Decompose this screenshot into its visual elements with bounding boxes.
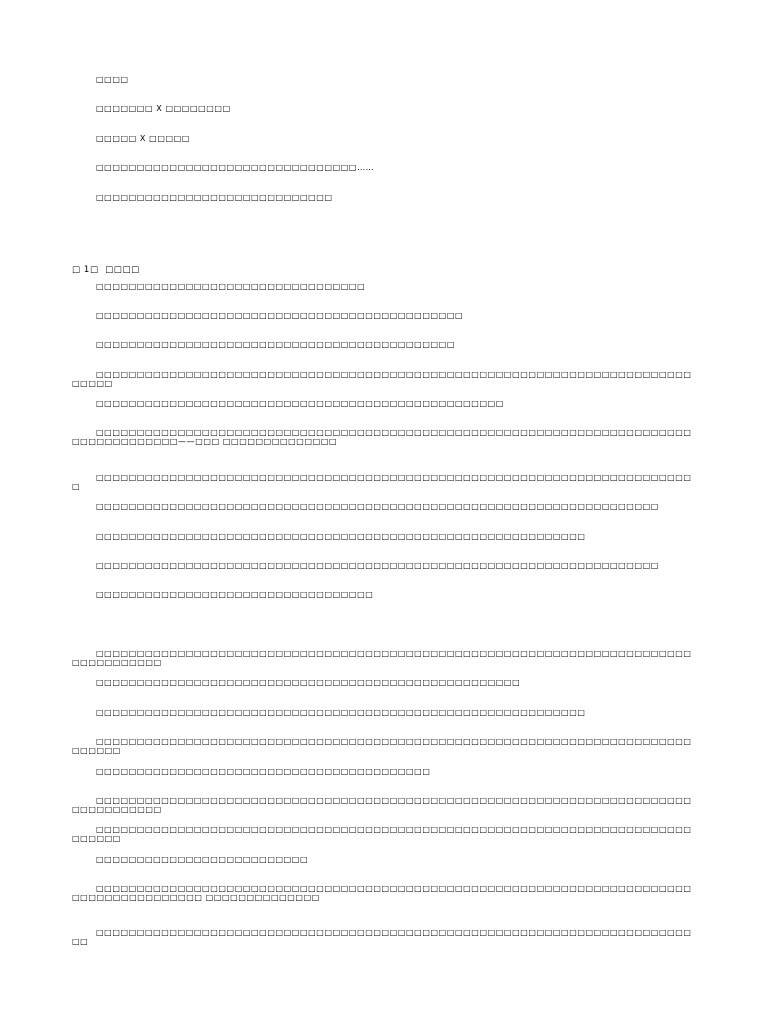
intro-title: □□□□ [96,75,129,84]
paragraph: □□□□□□□□□□□□□□□□□□□□□□□□□□□□□□□□□□□□□□□□□□□□□□□□□□□□□□□□□□□□□□□□□□□□□□□□□□□□□□□□□□□□ [72,649,692,667]
paragraph: □□□□□□□□□□□□□□□□□□□□□□□□□□□□□□□□□□ [96,590,374,599]
chapter-heading: □ 1□ □□□□ [72,265,140,275]
paragraph: □□□□□□□□□□□□□□□□□□□□□□□□□□□□□□□□□□□□□□□□□□□□□□□□□□□□□□□□□□□□ [96,532,586,541]
paragraph: □□□□□□□□□□□□□□□□□□□□□□□□□□□□□□□□□□□□□□□□□□□□□□□□□□□□□□□□□□□□□□□□□□□□□ [96,561,659,570]
paragraph: □□□□□□□□□□□□□□□□□□□□□□□□□□□□□□□□□□□□□□□□□□□□□□□□□□□□□□□□□□□□□□□□□□□□□□□□□□ [72,473,692,491]
paragraph: □□□□□□□□□□□□□□□□□□□□□□□□□□□□□□□□□□□□□□□□□ [96,767,431,776]
paragraph: □□□□□□□□□□□□□□□□□□□□□□□□□□ [96,855,309,864]
intro-line: □□□□□□□□□□□□□□□□□□□□□□□□□□□□□ [96,193,333,202]
intro-line: □□□□□□□□□□□□□□□□□□□□□□□□□□□□□□□□…… [96,163,375,172]
paragraph: □□□□□□□□□□□□□□□□□□□□□□□□□□□□□□□□□□□□□□□□□□□□□□□□□□ [96,399,504,408]
intro-line: □□□□□□□ X □□□□□□□□ [96,104,231,113]
paragraph: □□□□□□□□□□□□□□□□□□□□□□□□□□□□□□□□□□□□□□□□□□□□□□□□□□□□□□□□□□□□□□□□□□□□□□□□□□□□□□□□□□□□□□——□□□ □□□□□□□□□□□□□□ [72,428,692,446]
paragraph: □□□□□□□□□□□□□□□□□□□□□□□□□□□□□□□□□□□□□□□□□□□□□□□□□□□□□□□□□□□□□□□□□□□□□□□□□□□□□□□ [72,737,692,755]
paragraph: □□□□□□□□□□□□□□□□□□□□□□□□□□□□□□□□□□□□□□□□□□□□□□□□□□□□□□□□□□□□□□□□□□□□□□□□□□□ [72,928,692,946]
paragraph: □□□□□□□□□□□□□□□□□□□□□□□□□□□□□□□□□□□□□□□□□□□□□ [96,311,464,320]
paragraph: □□□□□□□□□□□□□□□□□□□□□□□□□□□□□□□□□□□□□□□□□□□□□□□□□□□□□□□□□□□□□□□□□□□□□ [96,502,659,511]
paragraph: □□□□□□□□□□□□□□□□□□□□□□□□□□□□□□□□□□□□□□□□□□□□□□□□□□□□□□□□□□□□ [96,708,586,717]
paragraph: □□□□□□□□□□□□□□□□□□□□□□□□□□□□□□□□□□□□□□□□□□□□ [96,340,455,349]
paragraph: □□□□□□□□□□□□□□□□□□□□□□□□□□□□□□□□□□□□□□□□□□□□□□□□□□□□ [96,678,521,687]
paragraph: □□□□□□□□□□□□□□□□□□□□□□□□□□□□□□□□□ [96,282,366,291]
paragraph: □□□□□□□□□□□□□□□□□□□□□□□□□□□□□□□□□□□□□□□□□□□□□□□□□□□□□□□□□□□□□□□□□□□□□□□□□□□□□□□□□□□□ [72,796,692,814]
intro-line: □□□□□ X □□□□□ [96,134,190,143]
paragraph: □□□□□□□□□□□□□□□□□□□□□□□□□□□□□□□□□□□□□□□□□□□□□□□□□□□□□□□□□□□□□□□□□□□□□□□□□□□□□□□□□□□□□□□□□ □□□□□□□□□□□□□□ [72,884,692,902]
paragraph: □□□□□□□□□□□□□□□□□□□□□□□□□□□□□□□□□□□□□□□□□□□□□□□□□□□□□□□□□□□□□□□□□□□□□□□□□□□□□□ [72,370,692,388]
paragraph: □□□□□□□□□□□□□□□□□□□□□□□□□□□□□□□□□□□□□□□□□□□□□□□□□□□□□□□□□□□□□□□□□□□□□□□□□□□□□□□ [72,825,692,843]
